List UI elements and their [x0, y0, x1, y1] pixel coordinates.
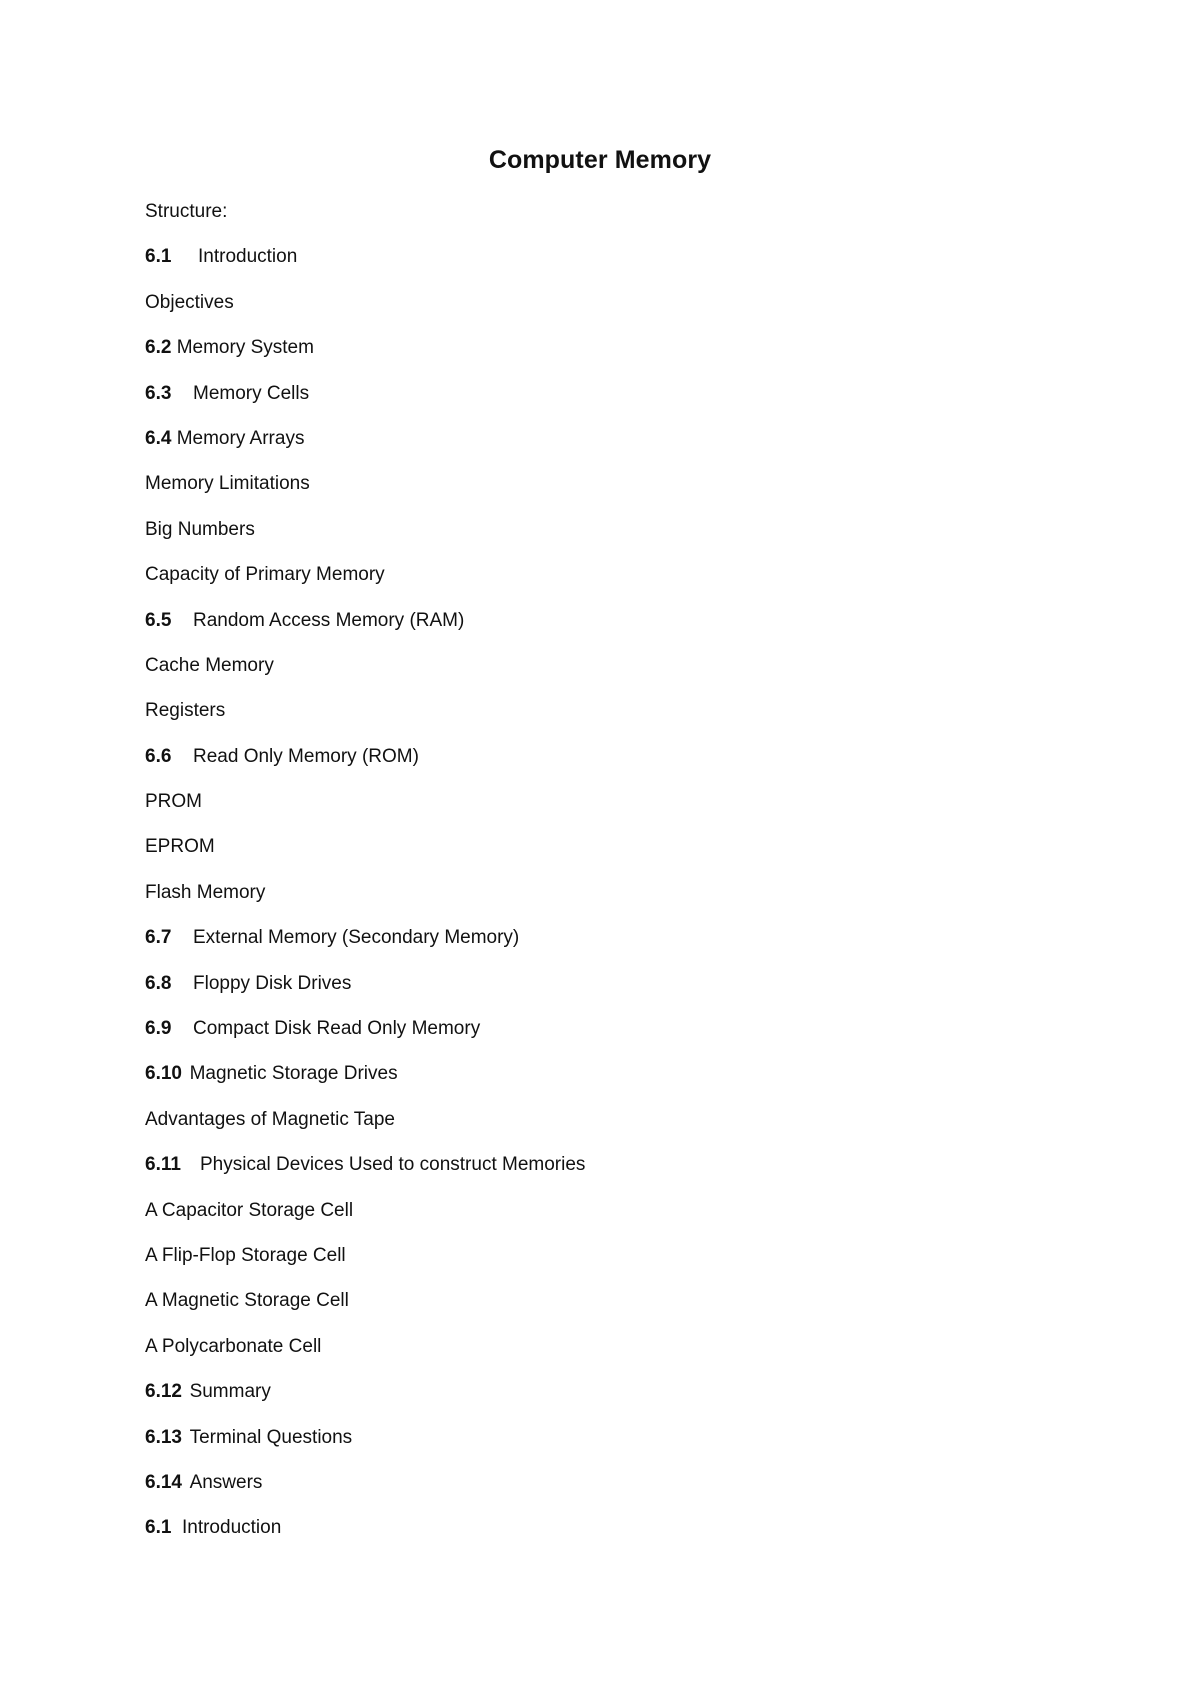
toc-number: 6.13	[145, 1426, 182, 1448]
toc-item-6-4	[145, 426, 585, 471]
toc-text: A Polycarbonate Cell	[145, 1335, 322, 1357]
toc-text: Terminal Questions	[189, 1426, 353, 1448]
toc-text: Memory Cells	[193, 382, 310, 404]
toc-number: 6.14	[145, 1471, 182, 1493]
toc-text: Memory Limitations	[145, 473, 310, 495]
toc-text: Objectives	[145, 291, 234, 313]
toc-number: 6.10	[145, 1063, 182, 1085]
toc-item-6-14	[145, 1470, 585, 1515]
toc-number: 6.1	[145, 1517, 172, 1539]
toc-item-cache-memory	[145, 653, 585, 698]
toc-item-memory-limitations	[145, 471, 585, 516]
toc-number: 6.5	[145, 609, 172, 631]
toc-item-6-6	[145, 744, 585, 789]
toc-number: 6.7	[145, 927, 172, 949]
toc-item-big-numbers	[145, 517, 585, 562]
toc-item-eprom	[145, 834, 585, 879]
toc-number: 6.3	[145, 382, 172, 404]
toc-text: Flash Memory	[145, 881, 266, 903]
toc-number: 6.1	[145, 246, 172, 268]
toc-item-6-11	[145, 1152, 585, 1197]
toc-text: Summary	[189, 1381, 271, 1403]
toc-item-6-5	[145, 608, 585, 653]
toc-text: A Capacitor Storage Cell	[145, 1199, 354, 1221]
toc-item-prom	[145, 789, 585, 834]
toc-item-advantages-magnetic-tape	[145, 1107, 585, 1152]
toc-item-6-7	[145, 925, 585, 970]
toc-text: Memory Arrays	[176, 427, 305, 449]
toc-text: Memory System	[176, 337, 314, 359]
toc-item-6-2	[145, 335, 585, 380]
toc-item-6-8	[145, 971, 585, 1016]
structure-label	[145, 199, 585, 244]
toc-item-6-13	[145, 1425, 585, 1470]
toc-text: Compact Disk Read Only Memory	[193, 1018, 481, 1040]
toc-item-flip-flop-storage-cell	[145, 1243, 585, 1288]
toc-item-flash-memory	[145, 880, 585, 925]
toc-number: 6.4	[145, 427, 172, 449]
toc-item-registers	[145, 698, 585, 743]
toc-item-objectives	[145, 290, 585, 335]
toc-item-polycarbonate-cell	[145, 1334, 585, 1379]
toc-text: External Memory (Secondary Memory)	[193, 927, 520, 949]
toc-text: Random Access Memory (RAM)	[193, 609, 465, 631]
toc-number: 6.11	[145, 1154, 181, 1176]
toc-item-6-9	[145, 1016, 585, 1061]
toc-number: 6.8	[145, 972, 172, 994]
toc-text: Registers	[145, 700, 226, 722]
toc-text: Answers	[189, 1471, 263, 1493]
toc-text: Cache Memory	[145, 654, 274, 676]
toc-text: Physical Devices Used to construct Memories	[200, 1154, 586, 1176]
toc-number: 6.2	[145, 337, 172, 359]
toc-item-magnetic-storage-cell	[145, 1288, 585, 1333]
table-of-contents	[145, 199, 585, 1561]
toc-item-6-1	[145, 244, 585, 289]
toc-item-6-3	[145, 381, 585, 426]
section-heading-6-1	[145, 1515, 585, 1560]
toc-item-6-12	[145, 1379, 585, 1424]
toc-item-capacity-primary-memory	[145, 562, 585, 607]
toc-text: Introduction	[181, 1517, 282, 1539]
toc-text: Floppy Disk Drives	[193, 972, 352, 994]
toc-text: Read Only Memory (ROM)	[193, 745, 419, 767]
toc-text: PROM	[145, 791, 202, 813]
document-title: Computer Memory	[488, 146, 712, 174]
toc-text: Advantages of Magnetic Tape	[145, 1108, 395, 1130]
toc-number: 6.12	[145, 1381, 182, 1403]
structure-label-text: Structure:	[145, 201, 228, 222]
toc-text: A Magnetic Storage Cell	[145, 1290, 349, 1312]
toc-text: A Flip-Flop Storage Cell	[145, 1244, 346, 1266]
toc-text: Capacity of Primary Memory	[145, 564, 385, 586]
toc-number: 6.6	[145, 745, 172, 767]
toc-text: EPROM	[145, 836, 215, 858]
toc-number: 6.9	[145, 1018, 172, 1040]
toc-item-6-10	[145, 1061, 585, 1106]
toc-item-capacitor-storage-cell	[145, 1198, 585, 1243]
toc-text: Big Numbers	[145, 518, 255, 540]
toc-text: Introduction	[198, 246, 298, 268]
toc-text: Magnetic Storage Drives	[189, 1063, 398, 1085]
